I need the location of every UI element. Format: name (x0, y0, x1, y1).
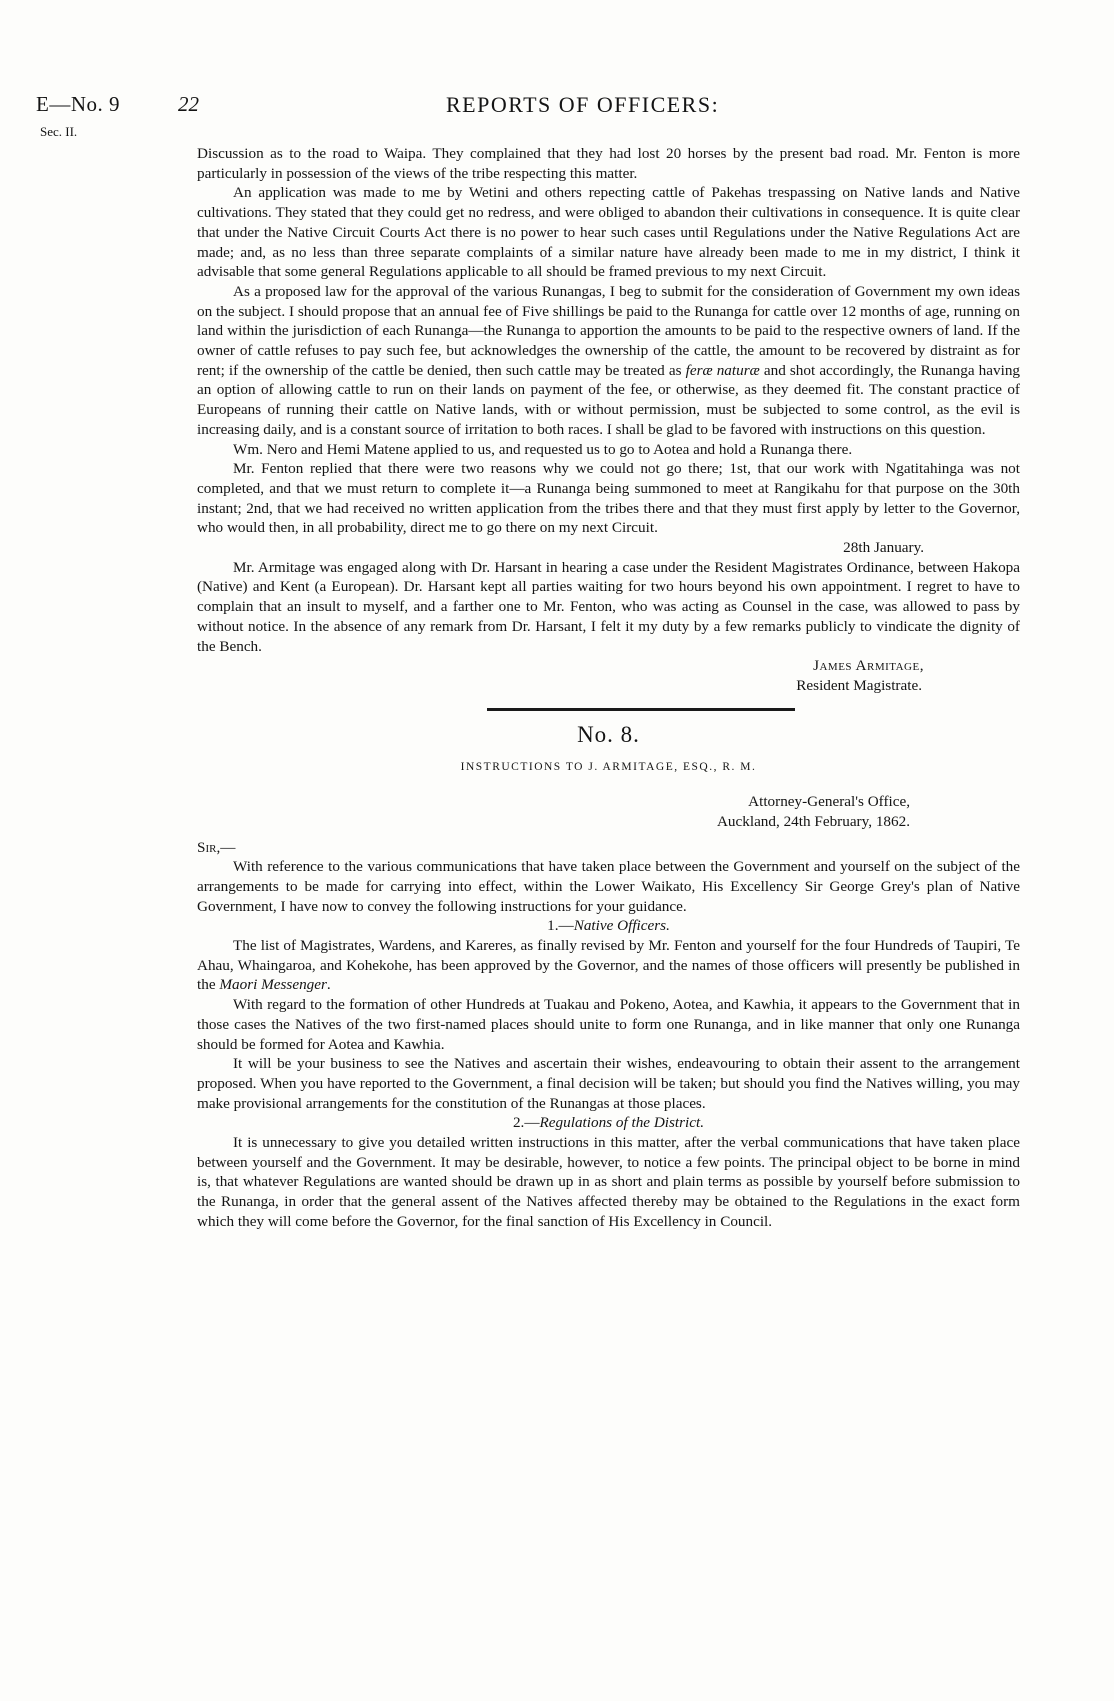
paragraph-intro: With reference to the various communications that have taken place between the Government and yourself on the subject of the arrangements to be made for carrying into effect, within the Lower Waikato, His Excellency Sir George Grey's plan of Native Government, I have now to convey the following instructions for your guidance. (197, 858, 1020, 915)
paragraph-hundreds: With regard to the formation of other Hundreds at Tuakau and Pokeno, Aotea, and Kawhia, it appears to the Government that in those cases the Natives of the two first-named places should unite to form one Runanga, and in like manner that only one Runanga should be formed for Aotea and Kawhia. (197, 996, 1020, 1053)
signature-title: Resident Magistrate. (796, 676, 922, 694)
salutation: Sir,— (197, 838, 236, 856)
section-title: Native Officers. (573, 917, 670, 935)
paragraph-cattle-trespass: An application was made to me by Wetini and others repecting cattle of Pakehas trespassing on Native lands and Native cultivations. They stated that they could get no redress, and were obliged to abandon their cultivations in consequence. It is quite clear that under the Native Circuit Courts Act there is no power to hear such cases until Regulations under the Native Regulations Act are made; and, as no less than three separate complaints of a similar nature have already been made to me in my district, I think it advisable that some general Regulations applicable to all should be framed previous to my next Circuit. (197, 184, 1020, 281)
signature-name: James Armitage, (813, 657, 924, 675)
text-run: and shot accordingly, the Runanga having an option of allowing cattle to run on their lands on payment of the fee, or otherwise, as they deemed fit. The constant practice of Europeans of running their cattle on Native lands, with or without permission, must be subjected to some control, as the evil is increasing daily, and is a constant source of irritation to both races. I shall be glad to be favored with instructions on this question. (197, 361, 1021, 438)
office-address (197, 792, 1020, 831)
section-heading-regulations (197, 1113, 1020, 1133)
page-number: 22 (178, 92, 199, 116)
paragraph-aotea-request: Wm. Nero and Hemi Matene applied to us, and requested us to go to Aotea and hold a Runanga there. (233, 440, 853, 458)
paragraph-regulations: It is unnecessary to give you detailed written instructions in this matter, after the verbal communications that have taken place between yourself and the Government. It may be desirable, however, to notice a few points. The principal object to be borne in mind is, that whatever Regulations are wanted should be drawn up in as short and plain terms as possible by yourself before submission to the Runanga, in order that the general assent of the Natives affected thereby may be obtained to the Regulations in the exact form which they will come before the Governor, for the final sanction of His Excellency in Council. (197, 1134, 1020, 1230)
section-label: Sec. II. (40, 124, 78, 139)
paragraph-assent: It will be your business to see the Natives and ascertain their wishes, endeavouring to obtain their assent to the arrangement proposed. When you have reported to the Government, a final decision will be taken; but should you find the Natives willing, you may make provisional arrangements for the constitution of the Runangas at those places. (197, 1055, 1020, 1112)
document-body (197, 144, 1020, 1232)
section-divider (487, 708, 795, 711)
text-run: As a proposed law for the approval of the various Runangas, I beg to submit for the consideration of Government my own ideas on the subject. I should propose that an annual fee of Five shillings be paid to the Runanga for cattle over 12 months of age, running on land within the jurisdiction of each Runanga—the Runanga to apportion the amounts to be paid to the respective owners of land. If the owner of cattle refuses to pay such fee, but acknowledges the ownership of the cattle, the amount to be recovered by distraint as for rent; if the ownership of the cattle be denied, then such cattle may be treated as (197, 282, 1020, 379)
paragraph-road: Discussion as to the road to Waipa. They complained that they had lost 20 horses by the present bad road. Mr. Fenton is more particularly in possession of the views of the tribe respecting this matter. (197, 145, 1020, 182)
paragraph-fenton-reply: Mr. Fenton replied that there were two reasons why we could not go there; 1st, that our work with Ngatitahinga was not completed, and that we must return to complete it—a Runanga being summoned to meet at Rangikahu for that purpose on the 30th instant; 2nd, that we had received no written application from the tribes there and that they must first apply by letter to the Governor, who would then, in all probability, direct me to go there on my next Circuit. (197, 460, 1020, 537)
section-number: 2.— (512, 1114, 540, 1132)
paragraph-proposed-law (197, 282, 1020, 440)
running-title: REPORTS OF OFFICERS: (446, 92, 720, 117)
office-date-line: Auckland, 24th February, 1862. (716, 812, 910, 830)
latin-phrase: feræ naturæ (685, 361, 760, 379)
office-line: Attorney-General's Office, (748, 793, 910, 811)
paragraph-magistrates-list (197, 936, 1020, 995)
date-line: 28th January. (843, 539, 924, 557)
newspaper-title: Maori Messenger (219, 976, 327, 994)
document-number: No. 8. (577, 721, 640, 747)
text-run: . (326, 976, 331, 994)
section-title: Regulations of the District. (539, 1114, 705, 1132)
paragraph-armitage-complaint: Mr. Armitage was engaged along with Dr. Harsant in hearing a case under the Resident Magistrates Ordinance, between Hakopa (Native) and Kent (a European). Dr. Harsant kept all parties waiting for two hours beyond his own appointment. I regret to have to complain that an insult to myself, and a farther one to Mr. Fenton, who was acting as Counsel in the case, was allowed to pass by without notice. In the absence of any remark from Dr. Harsant, I felt it my duty by a few remarks publicly to vindicate the dignity of the Bench. (197, 558, 1020, 655)
text-run: The list of Magistrates, Wardens, and Kareres, as finally revised by Mr. Fenton and yourself for the four Hundreds of Taupiri, Te Ahau, Whaingaroa, and Kohekohe, has been approved by the Governor, and the names of those officers will presently be published in the (197, 937, 1020, 994)
section-heading-native-officers (197, 916, 1020, 936)
document-reference: E—No. 9 (36, 92, 120, 116)
section-number: 1.— (547, 917, 574, 935)
instructions-title: INSTRUCTIONS TO J. ARMITAGE, ESQ., R. M. (460, 761, 757, 774)
